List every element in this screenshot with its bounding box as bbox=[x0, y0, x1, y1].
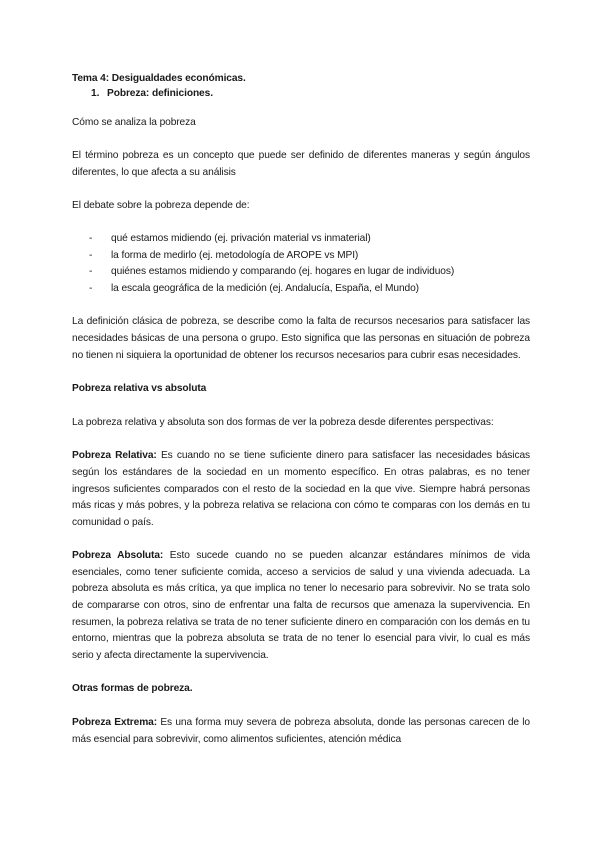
relative-vs-absolute-heading: Pobreza relativa vs absoluta bbox=[72, 383, 207, 395]
document-title: Tema 4: Desigualdades económicas. bbox=[72, 73, 246, 84]
how-analyzed-line: Cómo se analiza la pobreza bbox=[72, 116, 196, 128]
section-number: 1. bbox=[91, 87, 100, 99]
list-item: - la forma de medirlo (ej. metodología de AROPE vs MPI) bbox=[89, 249, 359, 261]
relative-vs-absolute-intro: La pobreza relativa y absoluta son dos formas de ver la pobreza desde diferentes perspectivas: bbox=[72, 416, 494, 428]
absolute-poverty-paragraph: Pobreza Absoluta: Esto sucede cuando no se pueden alcanzar estándares mínimos de vida esenciales, como tener suficiente comida, acceso a servicios de salud y una vivienda adecuada. La pobreza absoluta es más crítica, ya que implica no tener lo necesario para sobrevivir. No se trata solo de compararse con otros, sino de enfrentar una falta de recursos que amenaza la supervivencia. En resumen, la pobreza relativa se trata de no tener suficiente dinero en comparación con los demás en tu entorno, mientras que la pobreza absoluta se trata de no tener lo esencial para vivir, lo cual es más serio y afecta directamente la supervivencia. bbox=[72, 550, 530, 661]
list-item: - qué estamos midiendo (ej. privación material vs inmaterial) bbox=[89, 232, 371, 244]
list-item: - quiénes estamos midiendo y comparando (ej. hogares en lugar de individuos) bbox=[89, 266, 455, 278]
section-title: Pobreza: definiciones. bbox=[107, 87, 213, 99]
debate-list bbox=[72, 231, 530, 297]
relative-poverty-label: Pobreza Relativa: bbox=[72, 450, 157, 462]
section-heading bbox=[91, 88, 530, 99]
intro-paragraph: El término pobreza es un concepto que puede ser definido de diferentes maneras y según ángulos diferentes, lo que afecta a su análisis bbox=[72, 150, 530, 178]
relative-poverty-paragraph: Pobreza Relativa: Es cuando no se tiene suficiente dinero para satisfacer las necesidades básicas según los estándares de la sociedad en un momento específico. En otras palabras, es no tener ingresos suficientes comparados con el resto de la sociedad en la que vive. Siempre habrá personas más ricas y más pobres, y la pobreza relativa se relaciona con cómo te comparas con los demás en tu comunidad o país. bbox=[72, 450, 531, 528]
extreme-poverty-paragraph: Pobreza Extrema: Es una forma muy severa de pobreza absoluta, donde las personas carecen de lo más esencial para sobrevivir, como alimentos suficientes, atención médica bbox=[72, 717, 530, 745]
classic-definition-paragraph: La definición clásica de pobreza, se describe como la falta de recursos necesarios para satisfacer las necesidades básicas de una persona o grupo. Esto significa que las personas en situación de pobreza no tienen ni siquiera la oportunidad de obtener los recursos necesarios para cubrir esas necesidades. bbox=[72, 316, 530, 361]
extreme-poverty-label: Pobreza Extrema: bbox=[72, 717, 158, 729]
other-forms-heading: Otras formas de pobreza. bbox=[72, 683, 193, 695]
debate-lead: El debate sobre la pobreza depende de: bbox=[72, 200, 250, 212]
list-item: - la escala geográfica de la medición (ej. Andalucía, España, el Mundo) bbox=[89, 282, 419, 294]
absolute-poverty-label: Pobreza Absoluta: bbox=[72, 550, 164, 562]
